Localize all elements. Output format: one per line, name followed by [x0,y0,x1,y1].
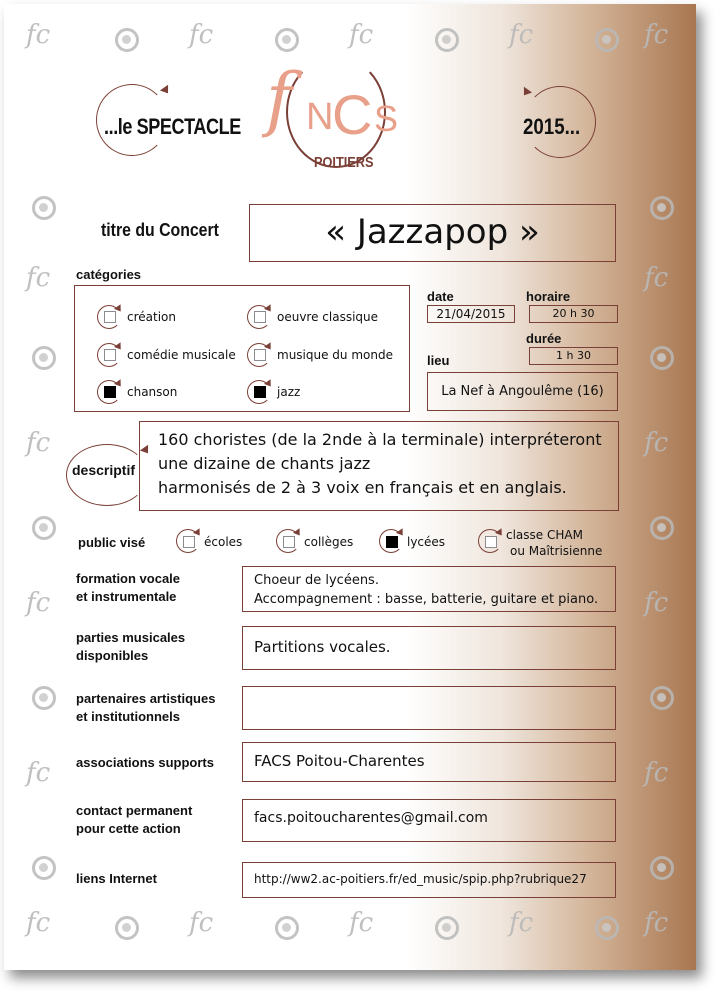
field-value: FACS Poitou-Charentes [254,752,425,770]
audience-label: public visé [78,535,146,550]
watermark-fc-icon: fc [26,20,51,50]
field-value: facs.poitoucharentes@gmail.com [254,810,488,826]
category-option-label: création [127,310,176,324]
watermark-fc-icon: fc [26,908,51,938]
category-option-label: comédie musicale [127,348,236,362]
category-checkbox[interactable] [254,349,266,361]
field-label: partenaires artistiques [76,691,216,706]
field-label: formation vocale [76,571,181,586]
category-checkbox[interactable] [254,311,266,323]
description-label: descriptif [72,462,136,478]
watermark-fc-icon: fc [349,20,374,50]
date-value: 21/04/2015 [436,307,506,321]
watermark-fc-icon: fc [26,758,51,788]
field-value: Partitions vocales. [254,638,391,656]
field-value: http://ww2.ac-poitiers.fr/ed_music/spip.php?rubrique27 [254,872,587,886]
logo-s: S [374,98,399,139]
field-value-box [242,686,616,730]
watermark-circle-icon [650,856,674,880]
watermark-circle-icon [435,28,459,52]
watermark-circle-icon [115,28,139,52]
place-value: La Nef à Angoulême (16) [441,384,604,399]
field-label: parties musicales [76,630,186,645]
category-option-label: chanson [127,385,178,399]
description-line-3: harmonisés de 2 à 3 voix en français et en anglais. [158,478,567,497]
watermark-circle-icon [595,916,619,940]
description-line-2: une dizaine de chants jazz [158,454,371,473]
category-checkbox[interactable] [254,386,266,398]
watermark-fc-icon: fc [189,20,214,50]
audience-checkbox[interactable] [485,536,497,548]
audience-checkbox[interactable] [386,536,398,548]
field-label-2: et instrumentale [76,589,177,604]
watermark-circle-icon [435,916,459,940]
watermark-fc-icon: fc [26,263,51,293]
watermark-circle-icon [115,916,139,940]
categories-label: catégories [76,267,142,282]
watermark-fc-icon: fc [26,588,51,618]
watermark-fc-icon: fc [644,20,669,50]
logo-f: f [266,58,292,140]
watermark-fc-icon: fc [644,758,669,788]
header-year: 2015... [523,114,581,139]
watermark-circle-icon [32,686,56,710]
duration-value: 1 h 30 [556,349,591,362]
duration-label: durée [526,331,562,346]
logo-city: POITIERS [314,154,374,171]
field-label: contact permanent [76,803,193,818]
field-label-2: pour cette action [76,821,181,836]
title-label: titre du Concert [101,220,219,240]
audience-option-label-2: ou Maîtrisienne [510,544,603,558]
header-spectacle-label: ...le SPECTACLE [104,114,241,139]
field-label: associations supports [76,755,214,770]
watermark-circle-icon [275,28,299,52]
time-value: 20 h 30 [552,307,595,320]
logo-n: N [306,96,334,138]
field-label: liens Internet [76,871,157,886]
audience-checkbox[interactable] [183,536,195,548]
category-option-label: jazz [277,385,301,399]
logo-c: C [332,83,373,146]
field-label-2: disponibles [76,648,149,663]
date-label: date [427,289,454,304]
category-checkbox[interactable] [104,311,116,323]
watermark-fc-icon: fc [509,20,534,50]
watermark-circle-icon [32,346,56,370]
watermark-circle-icon [32,196,56,220]
watermark-fc-icon: fc [644,428,669,458]
watermark-circle-icon [650,346,674,370]
watermark-circle-icon [275,916,299,940]
audience-option-label: écoles [204,535,243,549]
title-value: « Jazzapop » [325,212,540,252]
watermark-fc-icon: fc [644,588,669,618]
fncs-logo [266,56,406,184]
audience-option-label: lycées [407,535,446,549]
description-line-1: 160 choristes (de la 2nde à la terminale) interpréteront [158,430,602,449]
program-sheet [4,4,696,970]
watermark-circle-icon [32,856,56,880]
time-label: horaire [526,289,571,304]
watermark-fc-icon: fc [349,908,374,938]
watermark-fc-icon: fc [644,908,669,938]
audience-checkbox[interactable] [283,536,295,548]
watermark-circle-icon [32,516,56,540]
field-value: Choeur de lycéens. [254,573,379,588]
field-value-2: Accompagnement : basse, batterie, guitare et piano. [254,592,599,607]
watermark-fc-icon: fc [644,263,669,293]
watermark-circle-icon [650,196,674,220]
watermark-fc-icon: fc [509,908,534,938]
watermark-circle-icon [650,516,674,540]
place-label: lieu [427,353,450,368]
watermark-fc-icon: fc [189,908,214,938]
field-label-2: et institutionnels [76,709,180,724]
watermark-circle-icon [595,28,619,52]
category-checkbox[interactable] [104,386,116,398]
watermark-circle-icon [650,686,674,710]
category-option-label: musique du monde [277,348,393,362]
watermark-fc-icon: fc [26,428,51,458]
category-option-label: oeuvre classique [277,310,379,324]
category-checkbox[interactable] [104,349,116,361]
audience-option-label: classe CHAM [506,528,583,542]
audience-option-label: collèges [304,535,354,549]
